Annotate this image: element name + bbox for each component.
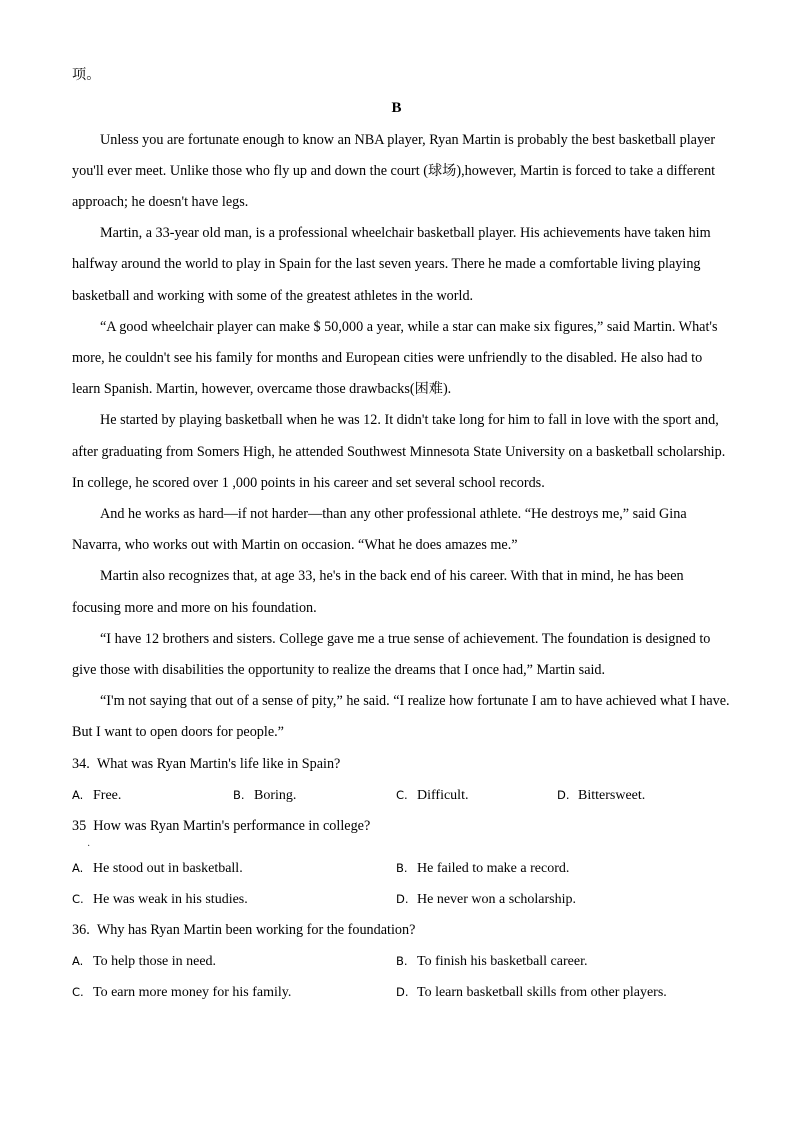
passage-line: more, he couldn't see his family for months and European cities were unfriendly to the disabled. He also had to	[72, 350, 703, 366]
passage-line: Navarra, who works out with Martin on occasion. “What he does amazes me.”	[72, 537, 518, 553]
option-b[interactable]	[396, 952, 587, 971]
passage-line: Unless you are fortunate enough to know an NBA player, Ryan Martin is probably the best basketball player	[100, 132, 716, 148]
question-number: 34.	[72, 756, 90, 772]
option-b[interactable]	[396, 859, 569, 878]
option-letter: C.	[72, 892, 84, 906]
question-stem	[72, 921, 732, 939]
option-letter: D.	[557, 788, 570, 802]
passage-line: “I'm not saying that out of a sense of pity,” he said. “I realize how fortunate I am to have achieved what I have.	[100, 693, 730, 709]
passage-line: halfway around the world to play in Spain for the last seven years. There he made a comfortable living playing	[72, 256, 701, 272]
header-fragment: 项。	[72, 67, 101, 83]
option-letter: B.	[396, 861, 408, 875]
option-letter: B.	[396, 954, 408, 968]
passage-line: Martin, a 33-year old man, is a professional wheelchair basketball player. His achievements have taken him	[100, 225, 711, 241]
passage-line: And he works as hard—if not harder—than any other professional athlete. “He destroys me,” said Gina	[100, 506, 687, 522]
option-text: He stood out in basketball.	[93, 861, 243, 876]
passage-line: “I have 12 brothers and sisters. College gave me a true sense of achievement. The foundation is designed to	[100, 631, 711, 647]
passage-line: “A good wheelchair player can make $ 50,000 a year, while a star can make six figures,” said Martin. What's	[100, 319, 718, 335]
passage-line: you'll ever meet. Unlike those who fly up and down the court (球场),however, Martin is forced to take a different	[72, 163, 716, 179]
option-text: To help those in need.	[93, 954, 217, 969]
option-d[interactable]	[396, 983, 667, 1002]
option-text: To earn more money for his family.	[93, 985, 292, 1000]
question-stem	[72, 755, 732, 773]
option-letter: A.	[72, 861, 84, 875]
option-a[interactable]	[72, 786, 121, 805]
option-b[interactable]	[233, 786, 296, 805]
option-letter: D.	[396, 985, 409, 999]
section-label: B	[391, 100, 402, 116]
option-letter: A.	[72, 954, 84, 968]
option-c[interactable]	[72, 983, 291, 1002]
option-text: He was weak in his studies.	[93, 892, 248, 907]
passage-line: after graduating from Somers High, he attended Southwest Minnesota State University on a basketball scholarship.	[72, 444, 726, 460]
option-text: He never won a scholarship.	[417, 892, 577, 907]
option-text: Difficult.	[417, 788, 469, 803]
option-d[interactable]	[396, 890, 576, 909]
passage-line: In college, he scored over 1 ,000 points in his career and set several school records.	[72, 475, 545, 491]
option-text: To learn basketball skills from other players.	[417, 985, 667, 1000]
passage-line: basketball and working with some of the greatest athletes in the world.	[72, 288, 474, 304]
question-text: Why has Ryan Martin been working for the foundation?	[96, 922, 416, 938]
option-letter: C.	[396, 788, 408, 802]
question-text: What was Ryan Martin's life like in Spain?	[96, 756, 341, 772]
option-d[interactable]	[557, 786, 645, 805]
option-letter: A.	[72, 788, 84, 802]
option-text: Bittersweet.	[578, 788, 646, 803]
option-text: Boring.	[254, 788, 297, 803]
option-text: He failed to make a record.	[417, 861, 570, 876]
option-text: Free.	[93, 788, 122, 803]
option-letter: C.	[72, 985, 84, 999]
passage-line: approach; he doesn't have legs.	[72, 194, 249, 210]
option-a[interactable]	[72, 952, 216, 971]
stray-dot: ·	[87, 841, 91, 852]
question-stem	[72, 817, 732, 835]
passage-line: He started by playing basketball when he was 12. It didn't take long for him to fall in love with the sport and,	[100, 412, 719, 428]
option-a[interactable]	[72, 859, 243, 878]
option-letter: B.	[233, 788, 245, 802]
passage-line: learn Spanish. Martin, however, overcame those drawbacks(困难).	[72, 381, 452, 397]
passage-line: But I want to open doors for people.”	[72, 724, 284, 740]
option-c[interactable]	[396, 786, 468, 805]
question-number: 35	[72, 818, 87, 834]
option-letter: D.	[396, 892, 409, 906]
option-c[interactable]	[72, 890, 248, 909]
option-text: To finish his basketball career.	[417, 954, 588, 969]
question-number: 36.	[72, 922, 90, 938]
passage-line: give those with disabilities the opportunity to realize the dreams that I once had,” Martin said.	[72, 662, 606, 678]
question-text: How was Ryan Martin's performance in college?	[93, 818, 371, 834]
passage-line: Martin also recognizes that, at age 33, he's in the back end of his career. With that in mind, he has been	[100, 568, 684, 584]
passage-line: focusing more and more on his foundation.	[72, 600, 317, 616]
